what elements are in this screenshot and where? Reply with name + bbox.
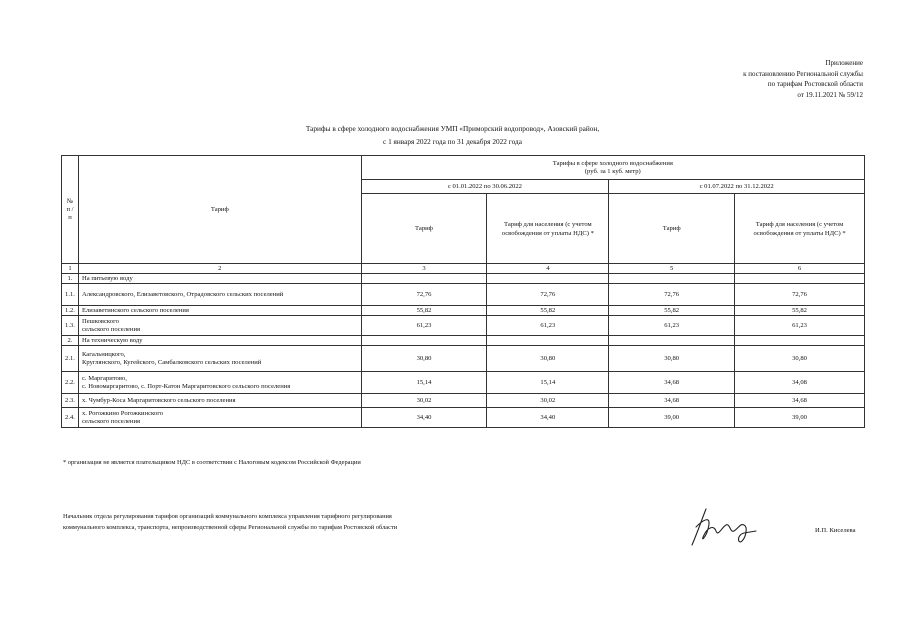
table-row (62, 394, 865, 408)
table-row (62, 316, 865, 336)
row-number: 1.3. (62, 316, 79, 336)
header-col-tariff: Тариф (361, 194, 487, 264)
tariff-value: 61,23 (735, 316, 865, 336)
row-label-line: На техническую воду (81, 336, 143, 344)
tariff-value: 34,68 (609, 372, 735, 394)
row-label (78, 306, 361, 316)
tariff-value: 55,82 (487, 306, 609, 316)
tariff-value: 55,82 (361, 306, 487, 316)
appendix-line: по тарифам Ростовской области (767, 80, 863, 88)
header-col-population: Тариф для населения (с учетом освобождения от уплаты НДС) * (487, 194, 609, 264)
tariff-value: 72,76 (487, 284, 609, 306)
tariff-value: 55,82 (735, 306, 865, 316)
appendix-header (743, 58, 863, 100)
row-label (78, 316, 361, 336)
row-number: 2.2. (62, 372, 79, 394)
column-number: 5 (609, 264, 735, 274)
row-number: 2.3. (62, 394, 79, 408)
row-label-line: с. Новомаргаритово, с. Порт-Катон Маргаритовского сельского поселения (81, 382, 291, 390)
row-label-line: Пешковского (81, 317, 119, 325)
tariff-table (61, 155, 865, 428)
appendix-line: Приложение (825, 59, 863, 67)
title-line: Тарифы в сфере холодного водоснабжения УМП «Приморский водопровод», Азовский район, (305, 124, 600, 133)
row-number: 2.4. (62, 408, 79, 428)
tariff-value: 30,80 (487, 346, 609, 372)
tariff-value: 30,02 (361, 394, 487, 408)
row-label (78, 346, 361, 372)
tariff-value: 72,76 (361, 284, 487, 306)
row-label-line: Круглянского, Кугейского, Самбалковского сельских поселений (81, 358, 262, 366)
tariff-value (487, 336, 609, 346)
column-number: 3 (361, 264, 487, 274)
row-label (78, 372, 361, 394)
tariff-value: 34,40 (487, 408, 609, 428)
signatory-line: Начальник отдела регулирования тарифов организаций коммунального комплекса управления тарифного регулирования (63, 513, 392, 520)
tariff-value (609, 274, 735, 284)
tariff-value: 15,14 (361, 372, 487, 394)
row-label-line: Елизаветинского сельского поселения (81, 306, 189, 314)
tariff-value: 30,80 (609, 346, 735, 372)
column-number: 6 (735, 264, 865, 274)
tariff-value (735, 336, 865, 346)
tariff-value: 34,68 (609, 394, 735, 408)
document-title (0, 122, 905, 148)
header-col-tariff: Тариф (609, 194, 735, 264)
tariff-value: 61,23 (487, 316, 609, 336)
tariff-value (361, 274, 487, 284)
table-row (62, 284, 865, 306)
row-label (78, 408, 361, 428)
row-label-line: сельского поселения (81, 417, 141, 425)
row-label-line: х. Чумбур-Коса Маргаритовского сельского поселения (81, 396, 236, 404)
row-label-line: Александровского, Елизаветовского, Отрадовского сельских поселений (81, 290, 284, 298)
tariff-value: 61,23 (361, 316, 487, 336)
tariff-value (361, 336, 487, 346)
tariff-value: 30,80 (735, 346, 865, 372)
title-line: с 1 января 2022 года по 31 декабря 2022 года (383, 137, 522, 146)
appendix-line: от 19.11.2021 № 59/12 (797, 90, 863, 99)
header-period-1: с 01.01.2022 по 30.06.2022 (361, 180, 609, 194)
tariff-value (609, 336, 735, 346)
handwritten-signature (686, 505, 758, 549)
tariff-value: 34,08 (735, 372, 865, 394)
row-number: 1. (62, 274, 79, 284)
tariff-value (735, 274, 865, 284)
row-label-line: с. Маргаритово, (81, 374, 127, 382)
tariff-value: 39,00 (735, 408, 865, 428)
row-number: 2. (62, 336, 79, 346)
table-row (62, 306, 865, 316)
tariff-value (487, 274, 609, 284)
tariff-value: 15,14 (487, 372, 609, 394)
table-row (62, 408, 865, 428)
appendix-line: к постановлению Региональной службы (743, 69, 863, 78)
row-label-line: На питьевую воду (81, 274, 133, 282)
header-group: Тарифы в сфере холодного водоснабжения (руб. за 1 куб. метр) (361, 156, 864, 180)
tariff-value: 30,02 (487, 394, 609, 408)
row-label (78, 284, 361, 306)
tariff-value: 72,76 (735, 284, 865, 306)
header-tariff-name: Тариф (78, 156, 361, 264)
column-number: 1 (62, 264, 79, 274)
signatory-line: коммунального комплекса, транспорта, непроизводственной сферы Региональной службы по тарифам Ростовской области (63, 524, 398, 531)
table-row (62, 372, 865, 394)
section-row (62, 274, 865, 284)
table-row (62, 346, 865, 372)
signatory-name: И.П. Киселева (815, 527, 856, 534)
column-number: 4 (487, 264, 609, 274)
tariff-value: 61,23 (609, 316, 735, 336)
header-number: № п /п (62, 156, 79, 264)
header-period-2: с 01.07.2022 по 31.12.2022 (609, 180, 865, 194)
header-col-population: Тариф для населения (с учетом освобождения от уплаты НДС) * (735, 194, 865, 264)
row-label-line: сельского поселения (81, 325, 141, 333)
row-label (78, 336, 361, 346)
tariff-value: 39,00 (609, 408, 735, 428)
tariff-value: 34,40 (361, 408, 487, 428)
row-number: 1.1. (62, 284, 79, 306)
row-label (78, 394, 361, 408)
row-label (78, 274, 361, 284)
footnote: * организация не является плательщиком НДС в соответствии с Налоговым кодексом Российской Федерации (63, 459, 361, 466)
tariff-value: 30,80 (361, 346, 487, 372)
signatory-position (63, 511, 397, 533)
row-label-line: х. Рогожкино Рогожкинского (81, 409, 164, 417)
row-label-line: Кагальницкого, (81, 350, 126, 358)
tariff-value: 55,82 (609, 306, 735, 316)
row-number: 2.1. (62, 346, 79, 372)
column-number: 2 (78, 264, 361, 274)
row-number: 1.2. (62, 306, 79, 316)
section-row (62, 336, 865, 346)
tariff-value: 72,76 (609, 284, 735, 306)
tariff-value: 34,68 (735, 394, 865, 408)
